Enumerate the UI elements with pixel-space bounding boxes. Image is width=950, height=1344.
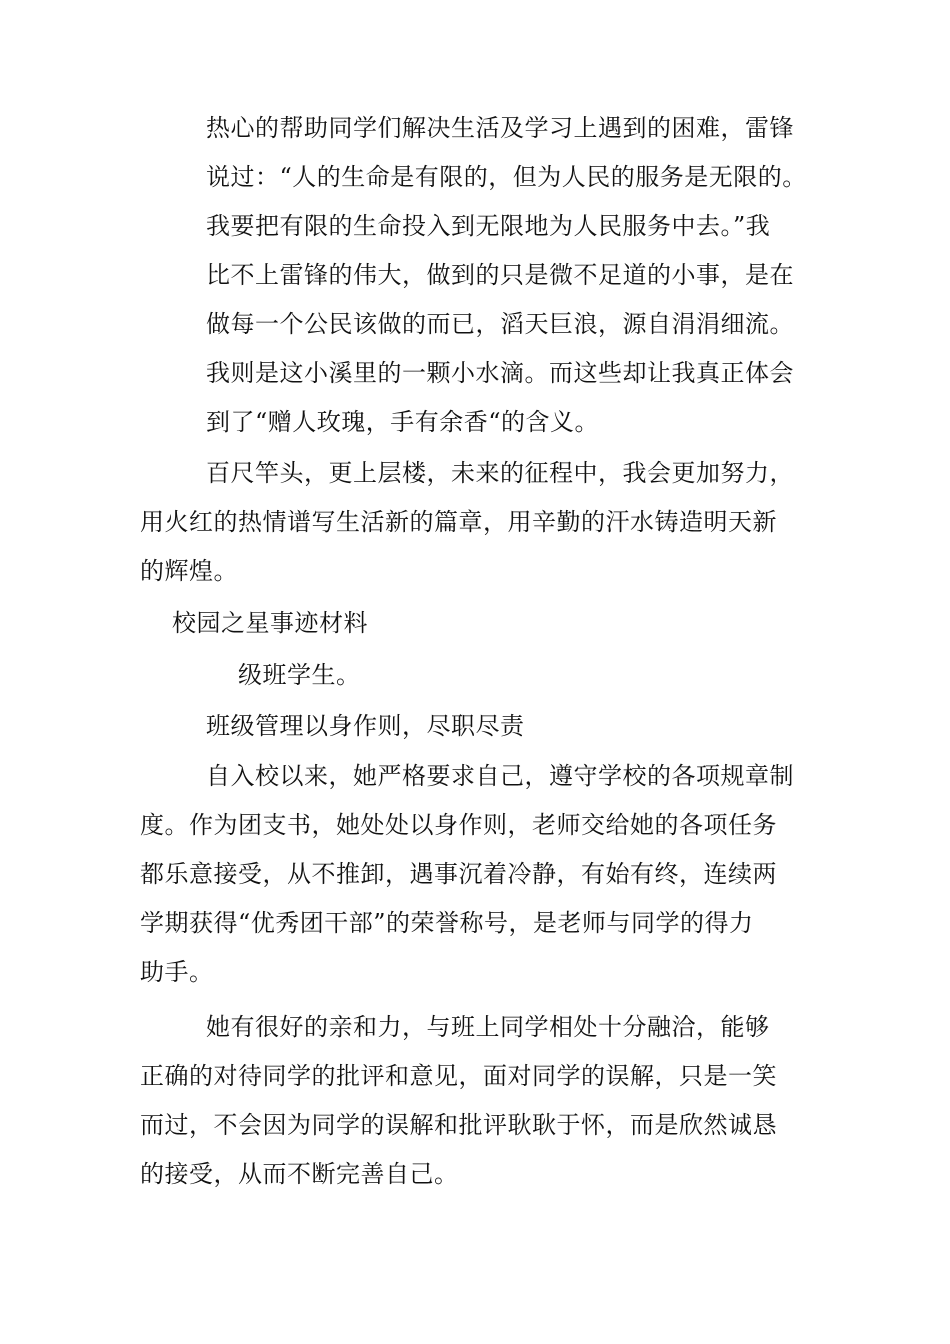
section-title: 校园之星事迹材料 — [172, 609, 368, 637]
text-line-14: 自入校以来，她严格要求自己，遵守学校的各项规章制 — [206, 762, 794, 790]
text-line-5: 做每一个公民该做的而已，滔天巨浪，源自涓涓细流。 — [206, 310, 794, 338]
text-line-3: 我要把有限的生命投入到无限地为人民服务中去。”我 — [206, 212, 771, 240]
text-line-12: 级班学生。 — [238, 661, 361, 689]
text-line-9: 用火红的热情谱写生活新的篇章，用辛勤的汗水铸造明天新 — [140, 508, 777, 536]
text-line-8: 百尺竿头，更上层楼，未来的征程中，我会更加努力， — [206, 459, 794, 487]
subheading: 班级管理以身作则，尽职尽责 — [206, 712, 525, 740]
text-line-21: 而过，不会因为同学的误解和批评耿耿于怀，而是欣然诚恳 — [140, 1111, 777, 1139]
text-line-22: 的接受，从而不断完善自己。 — [140, 1160, 459, 1188]
text-line-2: 说过：“人的生命是有限的，但为人民的服务是无限的。 — [206, 163, 807, 191]
text-line-18: 助手。 — [140, 958, 214, 986]
text-line-10: 的辉煌。 — [140, 557, 238, 585]
text-line-17: 学期获得“优秀团干部”的荣誉称号，是老师与同学的得力 — [140, 909, 754, 937]
text-line-15: 度。作为团支书，她处处以身作则，老师交给她的各项任务 — [140, 811, 777, 839]
text-line-20: 正确的对待同学的批评和意见，面对同学的误解，只是一笑 — [140, 1062, 777, 1090]
text-line-4: 比不上雷锋的伟大，做到的只是微不足道的小事，是在 — [206, 261, 794, 289]
text-line-16: 都乐意接受，从不推卸，遇事沉着冷静，有始有终，连续两 — [140, 860, 777, 888]
text-line-6: 我则是这小溪里的一颗小水滴。而这些却让我真正体会 — [206, 359, 794, 387]
text-line-1: 热心的帮助同学们解决生活及学习上遇到的困难，雷锋 — [206, 114, 794, 142]
text-line-19: 她有很好的亲和力，与班上同学相处十分融洽，能够 — [206, 1013, 770, 1041]
text-line-7: 到了“赠人玫瑰，手有余香“的含义。 — [206, 408, 600, 436]
